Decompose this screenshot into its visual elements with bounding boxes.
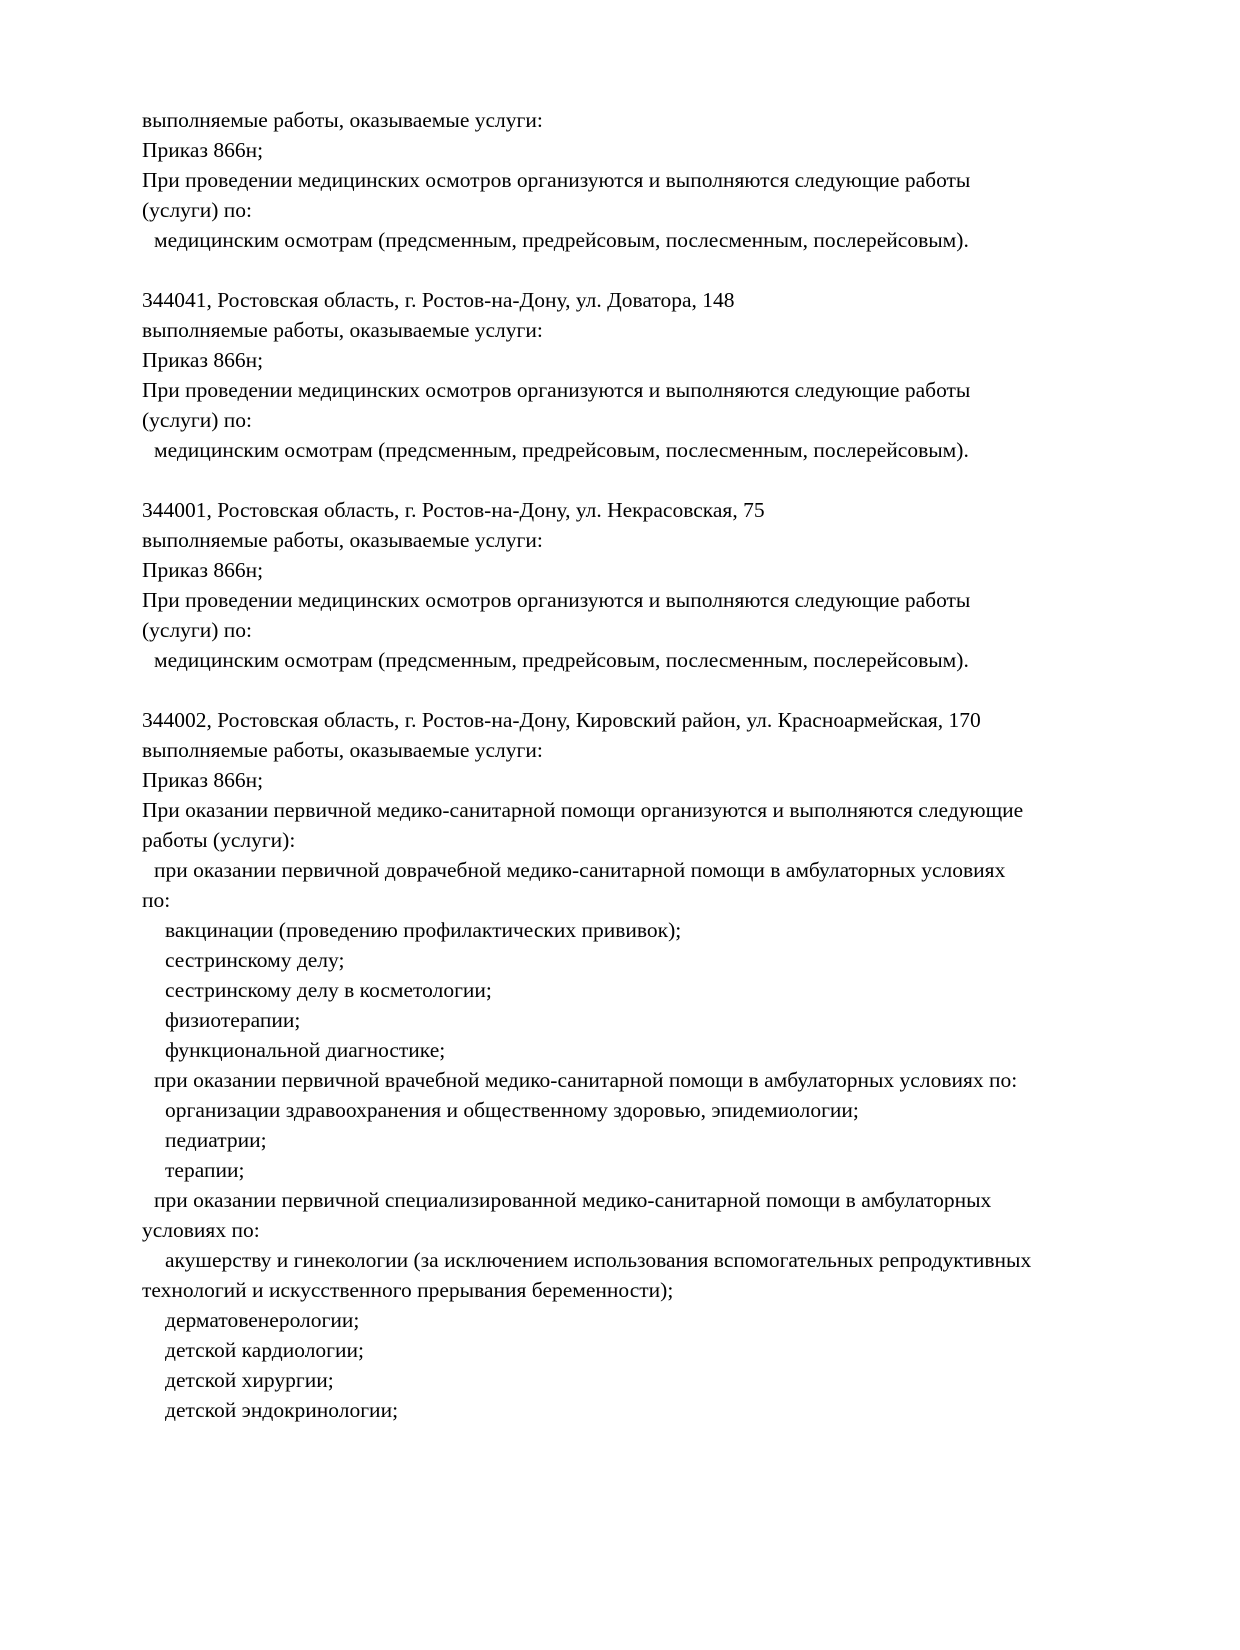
text-line: сестринскому делу; — [165, 948, 345, 972]
text-line: Приказ 866н; — [142, 768, 264, 792]
text-line: выполняемые работы, оказываемые услуги: — [142, 318, 543, 342]
text-line: детской кардиологии; — [165, 1338, 364, 1362]
text-line: работы (услуги): — [142, 828, 296, 852]
text-line: педиатрии; — [165, 1128, 267, 1152]
text-line: условиях по: — [142, 1218, 260, 1242]
text-line: выполняемые работы, оказываемые услуги: — [142, 738, 543, 762]
text-line: акушерству и гинекологии (за исключением использования вспомогательных репродуктивных — [165, 1248, 1032, 1272]
text-line: При проведении медицинских осмотров организуются и выполняются следующие работы — [142, 378, 971, 402]
text-line: технологий и искусственного прерывания беременности); — [142, 1278, 674, 1302]
text-line: При проведении медицинских осмотров организуются и выполняются следующие работы — [142, 168, 971, 192]
text-line: при оказании первичной врачебной медико-санитарной помощи в амбулаторных условиях по: — [154, 1068, 1018, 1092]
text-line: медицинским осмотрам (предсменным, предрейсовым, послесменным, послерейсовым). — [154, 648, 969, 672]
text-line: (услуги) по: — [142, 198, 253, 222]
text-line: функциональной диагностике; — [165, 1038, 446, 1062]
text-line: При оказании первичной медико-санитарной помощи организуются и выполняются следующие — [142, 798, 1024, 822]
text-line: терапии; — [165, 1158, 245, 1182]
text-line: выполняемые работы, оказываемые услуги: — [142, 528, 543, 552]
license-works-section — [142, 105, 1210, 255]
text-line: (услуги) по: — [142, 408, 253, 432]
address-line: 344002, Ростовская область, г. Ростов-на-Дону, Кировский район, ул. Красноармейская, 170 — [142, 708, 981, 732]
text-line: физиотерапии; — [165, 1008, 301, 1032]
text-line: при оказании первичной доврачебной медико-санитарной помощи в амбулаторных условиях — [154, 858, 1006, 882]
text-line: Приказ 866н; — [142, 138, 264, 162]
text-line: Приказ 866н; — [142, 348, 264, 372]
text-line: При проведении медицинских осмотров организуются и выполняются следующие работы — [142, 588, 971, 612]
text-line: вакцинации (проведению профилактических прививок); — [165, 918, 682, 942]
license-address-section — [142, 285, 1210, 465]
text-line: выполняемые работы, оказываемые услуги: — [142, 108, 543, 132]
text-line: дерматовенерологии; — [165, 1308, 360, 1332]
text-line: организации здравоохранения и общественному здоровью, эпидемиологии; — [165, 1098, 859, 1122]
license-address-section — [142, 495, 1210, 675]
text-line: сестринскому делу в косметологии; — [165, 978, 492, 1002]
text-line: медицинским осмотрам (предсменным, предрейсовым, послесменным, послерейсовым). — [154, 438, 969, 462]
text-line: Приказ 866н; — [142, 558, 264, 582]
address-line: 344041, Ростовская область, г. Ростов-на-Дону, ул. Доватора, 148 — [142, 288, 735, 312]
text-line: детской хирургии; — [165, 1368, 334, 1392]
text-line: (услуги) по: — [142, 618, 253, 642]
text-line: детской эндокринологии; — [165, 1398, 399, 1422]
text-line: медицинским осмотрам (предсменным, предрейсовым, послесменным, послерейсовым). — [154, 228, 969, 252]
text-line: при оказании первичной специализированной медико-санитарной помощи в амбулаторных — [154, 1188, 992, 1212]
address-line: 344001, Ростовская область, г. Ростов-на-Дону, ул. Некрасовская, 75 — [142, 498, 765, 522]
license-address-section — [142, 705, 1210, 1425]
text-line: по: — [142, 888, 171, 912]
